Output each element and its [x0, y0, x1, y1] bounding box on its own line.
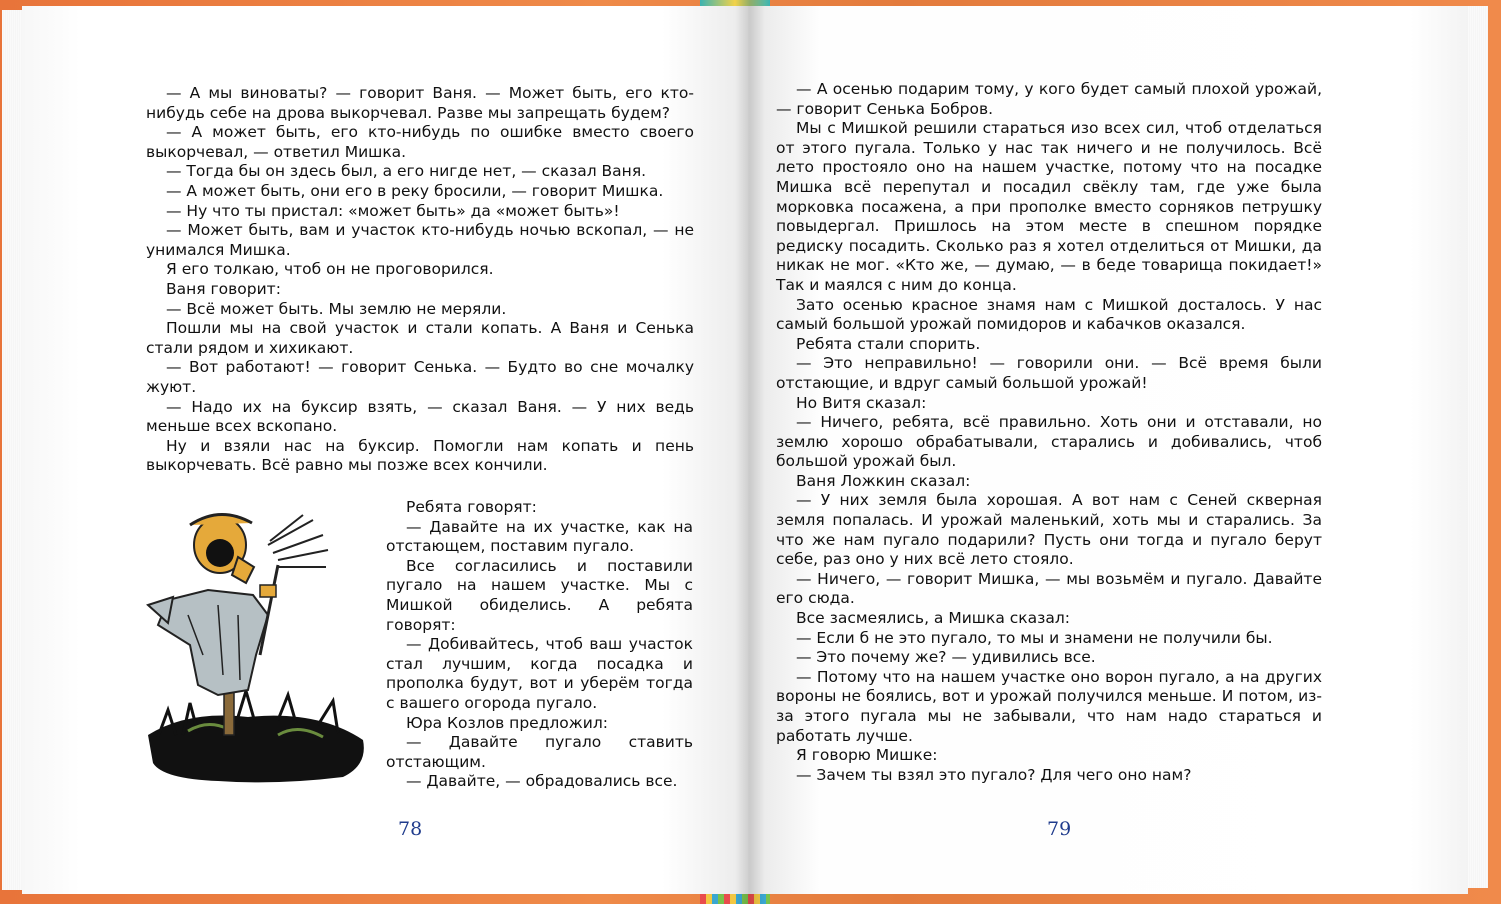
right-page-text: [776, 80, 1322, 785]
paragraph: — Всё может быть. Мы землю не меряли.: [166, 299, 507, 318]
paragraph: Ваня говорит:: [166, 279, 281, 298]
paragraph: — Давайте на их участке, как на отстающем, поставим пугало.: [386, 517, 693, 556]
paragraph: Юра Козлов предложил:: [406, 713, 608, 732]
paragraph: — А осенью подарим тому, у кого будет самый плохой урожай, — говорит Сенька Бобров.: [776, 80, 1322, 118]
paragraph: — Это неправильно! — говорили они. — Всё время были отстающие, и вдруг самый большой урожай!: [776, 354, 1322, 392]
paragraph: Ну и взяли нас на буксир. Помогли нам копать и пень выкорчевать. Всё равно мы позже всех кончили.: [146, 436, 694, 475]
paragraph: — А мы виноваты? — говорит Ваня. — Может быть, его кто-нибудь себе на дрова выкорчевал. Разве мы запрещать будем?: [146, 84, 694, 122]
paragraph: Все засмеялись, а Мишка сказал:: [796, 609, 1071, 628]
paragraph: Я его толкаю, чтоб он не проговорился.: [166, 260, 494, 279]
paragraph: — Потому что на нашем участке оно ворон пугало, а на других вороны не боялись, вот и урожай получился меньше. И потом, из-за этого пугала мы не забывали, что нам надо стараться и работать лучше.: [776, 667, 1322, 745]
paragraph: — Это почему же? — удивились все.: [796, 648, 1096, 667]
scarecrow-illustration: [128, 505, 373, 790]
paragraph: — Тогда бы он здесь был, а его нигде нет, — сказал Ваня.: [166, 162, 647, 181]
page-number: 78: [398, 818, 423, 840]
left-page-side-text: [386, 498, 693, 792]
paragraph: Но Витя сказал:: [796, 393, 927, 412]
paragraph: — А может быть, его кто-нибудь по ошибке вместо своего выкорчевал, — ответил Мишка.: [146, 123, 694, 161]
page-number: 79: [1047, 818, 1072, 840]
paragraph: — Может быть, вам и участок кто-нибудь ночью вскопал, — не унимался Мишка.: [146, 221, 694, 259]
paragraph: — Если б не это пугало, то мы и знамени не получили бы.: [796, 628, 1273, 647]
paragraph: — Давайте пугало ставить отстающим.: [386, 733, 693, 771]
paragraph: Я говорю Мишке:: [796, 746, 938, 765]
paragraph: — У них земля была хорошая. А вот нам с Сеней скверная земля попалась. И урожай маленький, хоть мы и старались. За что же нам пугало подарили? Пусть они тогда и пугало берут себе, раз оно у них всё лето стояло.: [776, 491, 1322, 569]
paragraph: — Вот работают! — говорит Сенька. — Будто во сне мочалку жуют.: [146, 358, 694, 396]
paragraph: — Надо их на буксир взять, — сказал Ваня. — У них ведь меньше всех вскопано.: [146, 397, 694, 436]
paragraph: Ваня Ложкин сказал:: [796, 471, 971, 490]
paragraph: Пошли мы на свой участок и стали копать. А Ваня и Сенька стали рядом и хихикают.: [146, 319, 694, 357]
book-gutter: [735, 0, 765, 904]
paragraph: — Ничего, ребята, всё правильно. Хоть они и отставали, но землю хорошо обрабатывали, старались и добивались, чтоб большой урожай был.: [776, 413, 1322, 471]
left-page-text: [146, 84, 694, 476]
paragraph: Зато осенью красное знамя нам с Мишкой досталось. У нас самый большой урожай помидоров и кабачков оказался.: [776, 295, 1322, 334]
paragraph: Мы с Мишкой решили стараться изо всех сил, чтоб отделаться от этого пугала. Только у нас так ничего и не получилось. Всё лето простояло оно на нашем участке, потому что на посадке Мишка всё перепутал и посадил свёклу там, где уже была морковка посажена, а при прополке вместо сорняков петрушку повыдергал. Пришлось на этом месте в спешном порядке редиску посадить. Сколько раз я хотел отделиться от Мишки, да никак не мог. «Кто же, — думаю, — в беде товарища покидает!» Так и маялся с ним до конца.: [776, 119, 1322, 294]
paragraph: — А может быть, они его в реку бросили, — говорит Мишка.: [166, 181, 664, 200]
paragraph: Ребята говорят:: [406, 498, 537, 516]
paragraph: — Давайте, — обрадовались все.: [406, 772, 678, 791]
paragraph: — Зачем ты взял это пугало? Для чего оно нам?: [796, 765, 1192, 784]
paragraph: — Добивайтесь, чтоб ваш участок стал лучшим, когда посадка и прополка будут, вот и уберём тогда с вашего огорода пугало.: [386, 635, 693, 712]
paragraph: Все согласились и поставили пугало на нашем участке. Мы с Мишкой обиделись. А ребята говорят:: [386, 556, 693, 634]
paragraph: — Ничего, — говорит Мишка, — мы возьмём и пугало. Давайте его сюда.: [776, 569, 1322, 608]
paragraph: Ребята стали спорить.: [796, 334, 981, 353]
paragraph: — Ну что ты пристал: «может быть» да «может быть»!: [166, 201, 620, 220]
